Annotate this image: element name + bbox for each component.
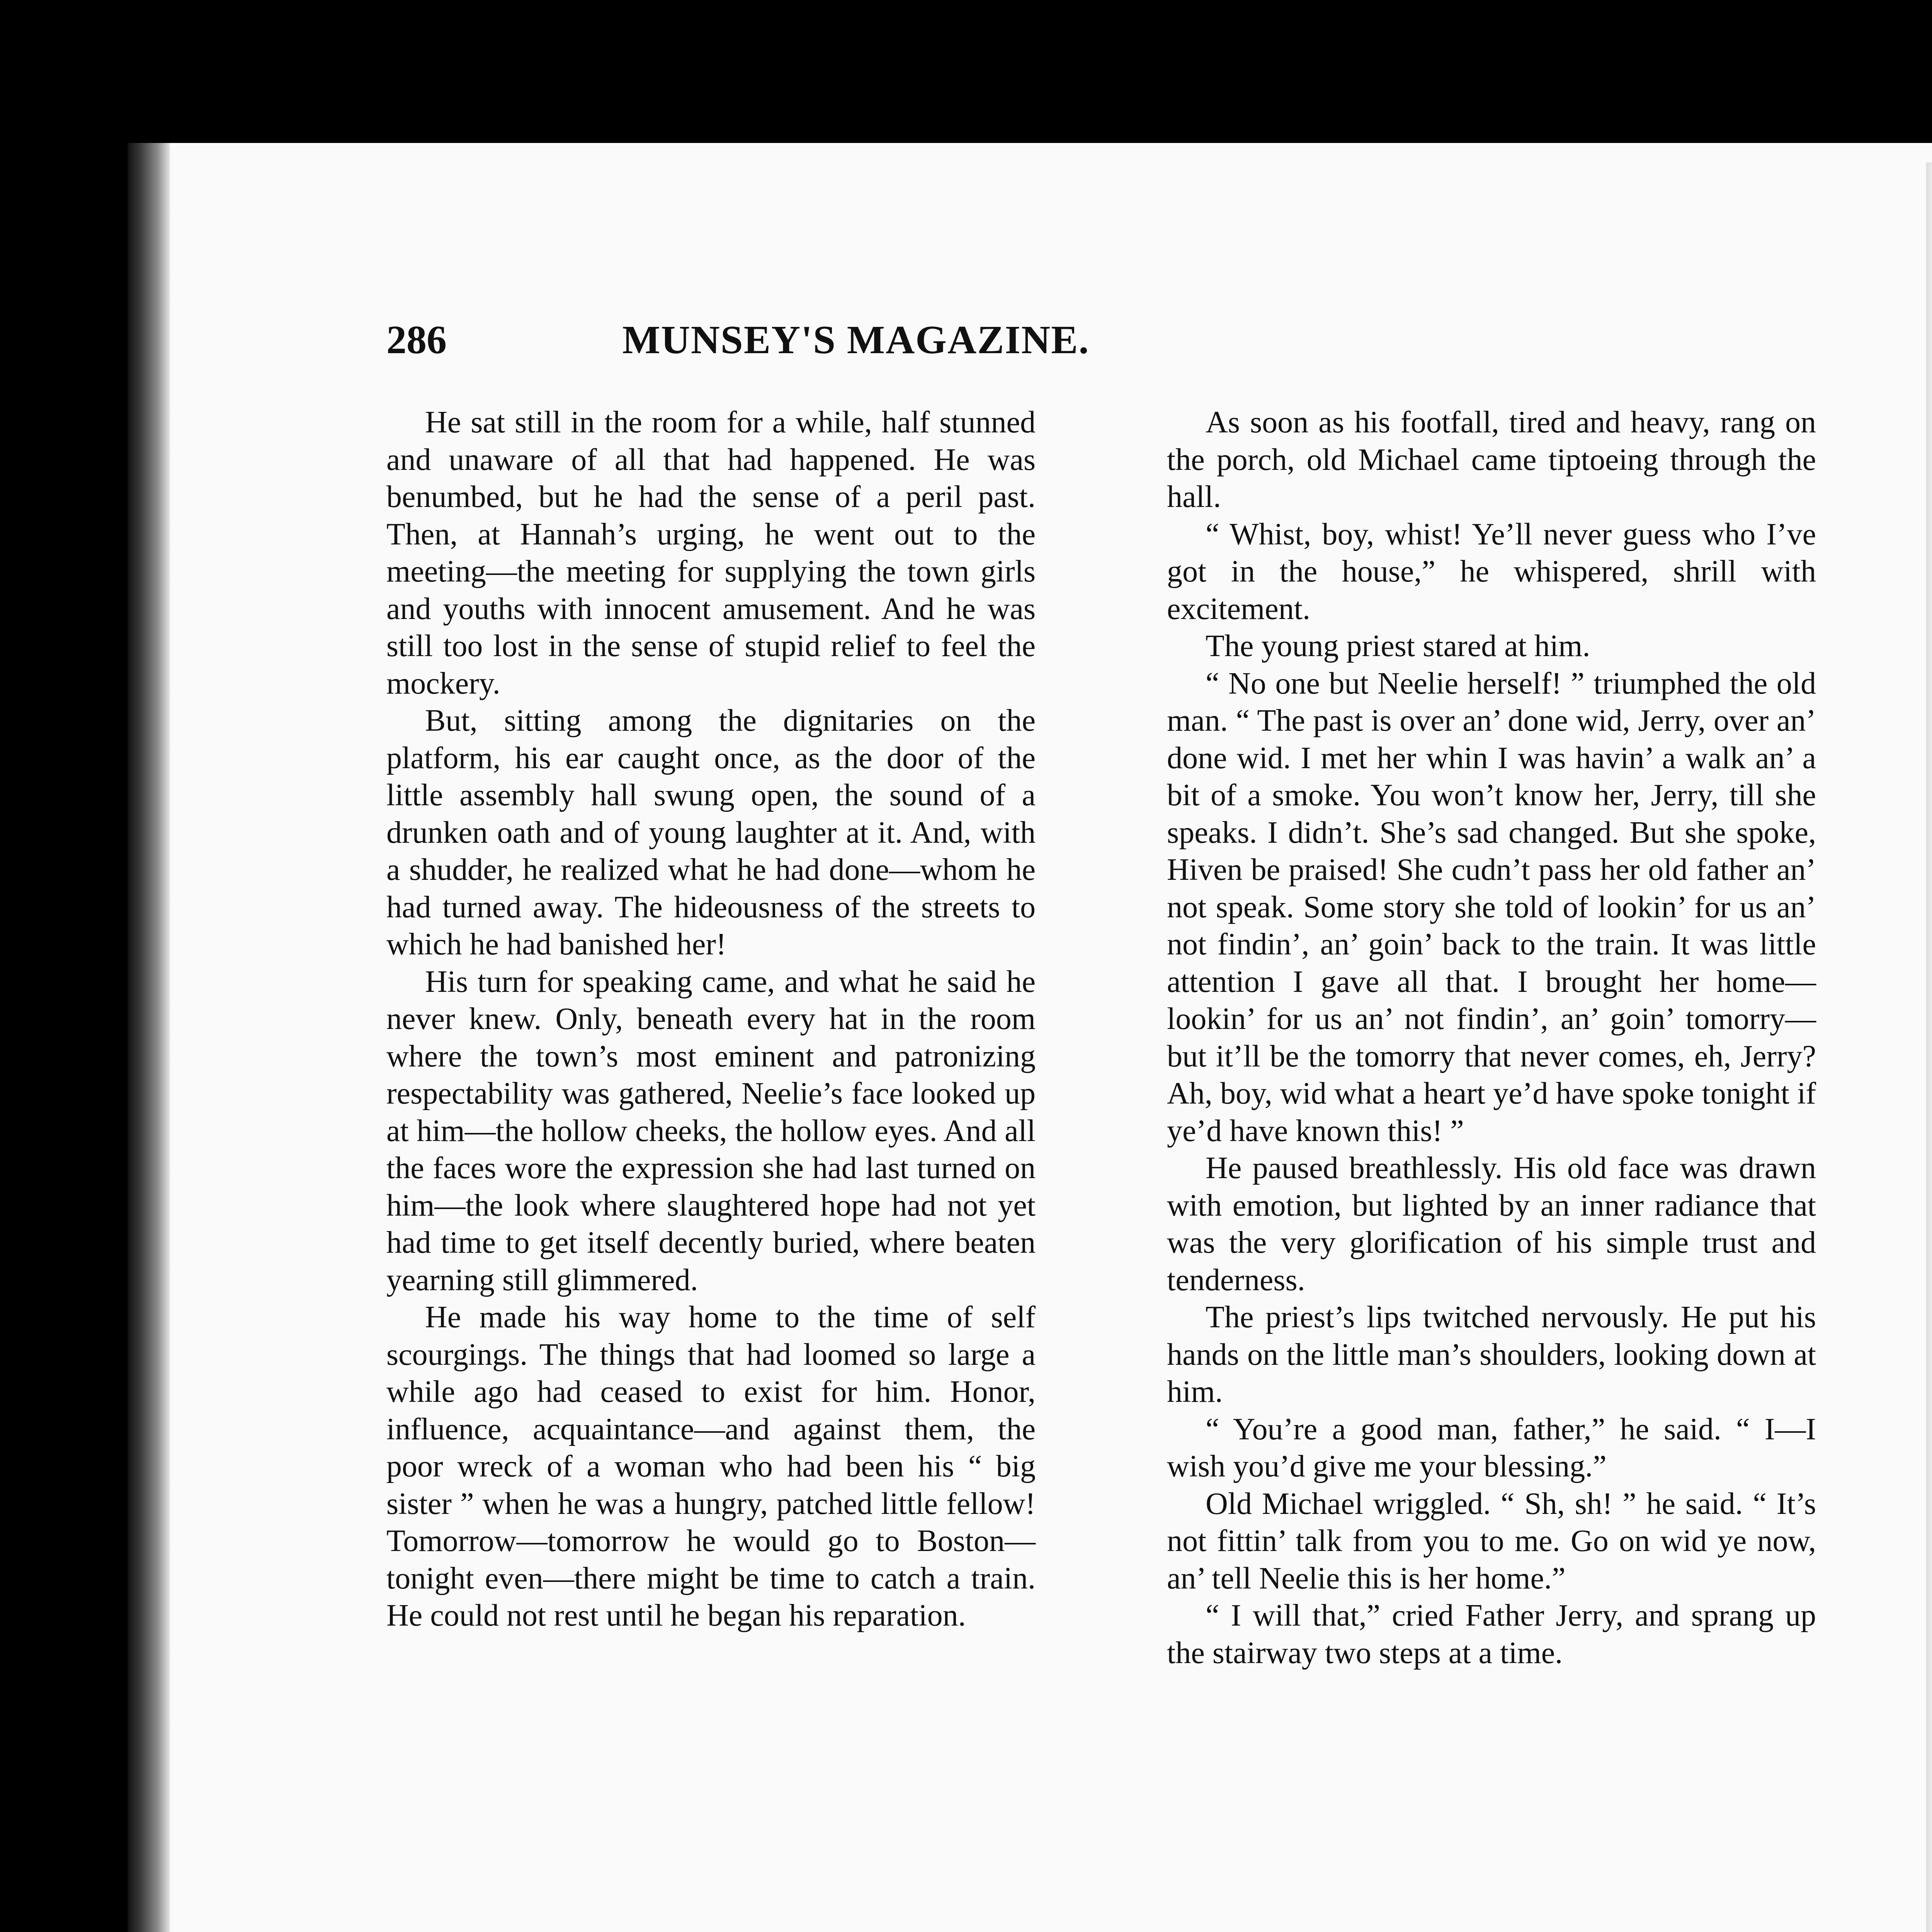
paragraph: His turn for speaking came, and what he said he never knew. Only, beneath every hat in the room where the town’s most eminent and patronizing respectability was gathered, Neelie’s face looked up at him—the hollow cheeks, the hollow eyes. And all the faces wore the expression she had last turned on him—the look where slaughtered hope had not yet had time to get itself decently buried, where beaten yearning still glimmered. [386,964,1036,1297]
paragraph: Old Michael wriggled. “ Sh, sh! ” he said. “ It’s not fittin’ talk from you to me. Go on wid ye now, an’ tell Neelie this is her home.” [1167,1486,1816,1595]
paragraph: He paused breathlessly. His old face was drawn with emotion, but lighted by an inner radiance that was the very glorification of his simple trust and tenderness. [1167,1151,1816,1297]
paragraph: “ I will that,” cried Father Jerry, and sprang up the stairway two steps at a time. [1167,1599,1816,1670]
magazine-title: MUNSEY'S MAGAZINE. [622,318,1090,362]
paragraph: The priest’s lips twitched nervously. He put his hands on the little man’s shoulders, looking down at him. [1167,1300,1816,1409]
left-column [386,404,1036,1634]
paragraph: “ You’re a good man, father,” he said. “ I—I wish you’d give me your blessing.” [1167,1412,1816,1483]
paragraph: As soon as his footfall, tired and heavy, rang on the porch, old Michael came tiptoeing through the hall. [1167,405,1816,514]
page-number: 286 [386,318,447,362]
right-column [1167,404,1816,1672]
paragraph: He sat still in the room for a while, half stunned and unaware of all that had happened. He was benumbed, but he had the sense of a peril past. Then, at Hannah’s urging, he went out to the meeting—the meeting for supplying the town girls and youths with innocent amusement. And he was still too lost in the sense of stupid relief to feel the mockery. [386,405,1036,701]
paragraph: The young priest stared at him. [1206,629,1590,663]
paragraph: He made his way home to the time of self scourgings. The things that had loomed so large a while ago had ceased to exist for him. Honor, influence, acquaintance—and against them, the poor wreck of a woman who had been his “ big sister ” when he was a hungry, patched little fellow! Tomorrow—tomorrow he would go to Boston—tonight even—there might be time to catch a train. He could not rest until he began his reparation. [386,1300,1036,1633]
paragraph: But, sitting among the dignitaries on the platform, his ear caught once, as the door of the little assembly hall swung open, the sound of a drunken oath and of young laughter at it. And, with a shudder, he realized what he had done—whom he had turned away. The hideousness of the streets to which he had banished her! [386,704,1036,961]
next-page-edge [1926,162,1932,1932]
page-binding-shadow [128,143,170,1932]
scan-frame-left [0,0,128,1932]
page-header [386,317,1325,367]
paragraph: “ Whist, boy, whist! Ye’ll never guess who I’ve got in the house,” he whispered, shrill with excitement. [1167,517,1816,626]
paragraph: “ No one but Neelie herself! ” triumphed the old man. “ The past is over an’ done wid, Jerry, over an’ done wid. I met her whin I was havin’ a walk an’ a bit of a smoke. You won’t know her, Jerry, till she speaks. I didn’t. She’s sad changed. But she spoke, Hiven be praised! She cudn’t pass her old father an’ not speak. Some story she told of lookin’ for us an’ not findin’, an’ goin’ back to the train. It was little attention I gave all that. I brought her home—lookin’ for us an’ not findin’, an’ goin’ tomorry—but it’ll be the tomorry that never comes, eh, Jerry? Ah, boy, wid what a heart ye’d have spoke tonight if ye’d have known this! ” [1167,666,1816,1148]
